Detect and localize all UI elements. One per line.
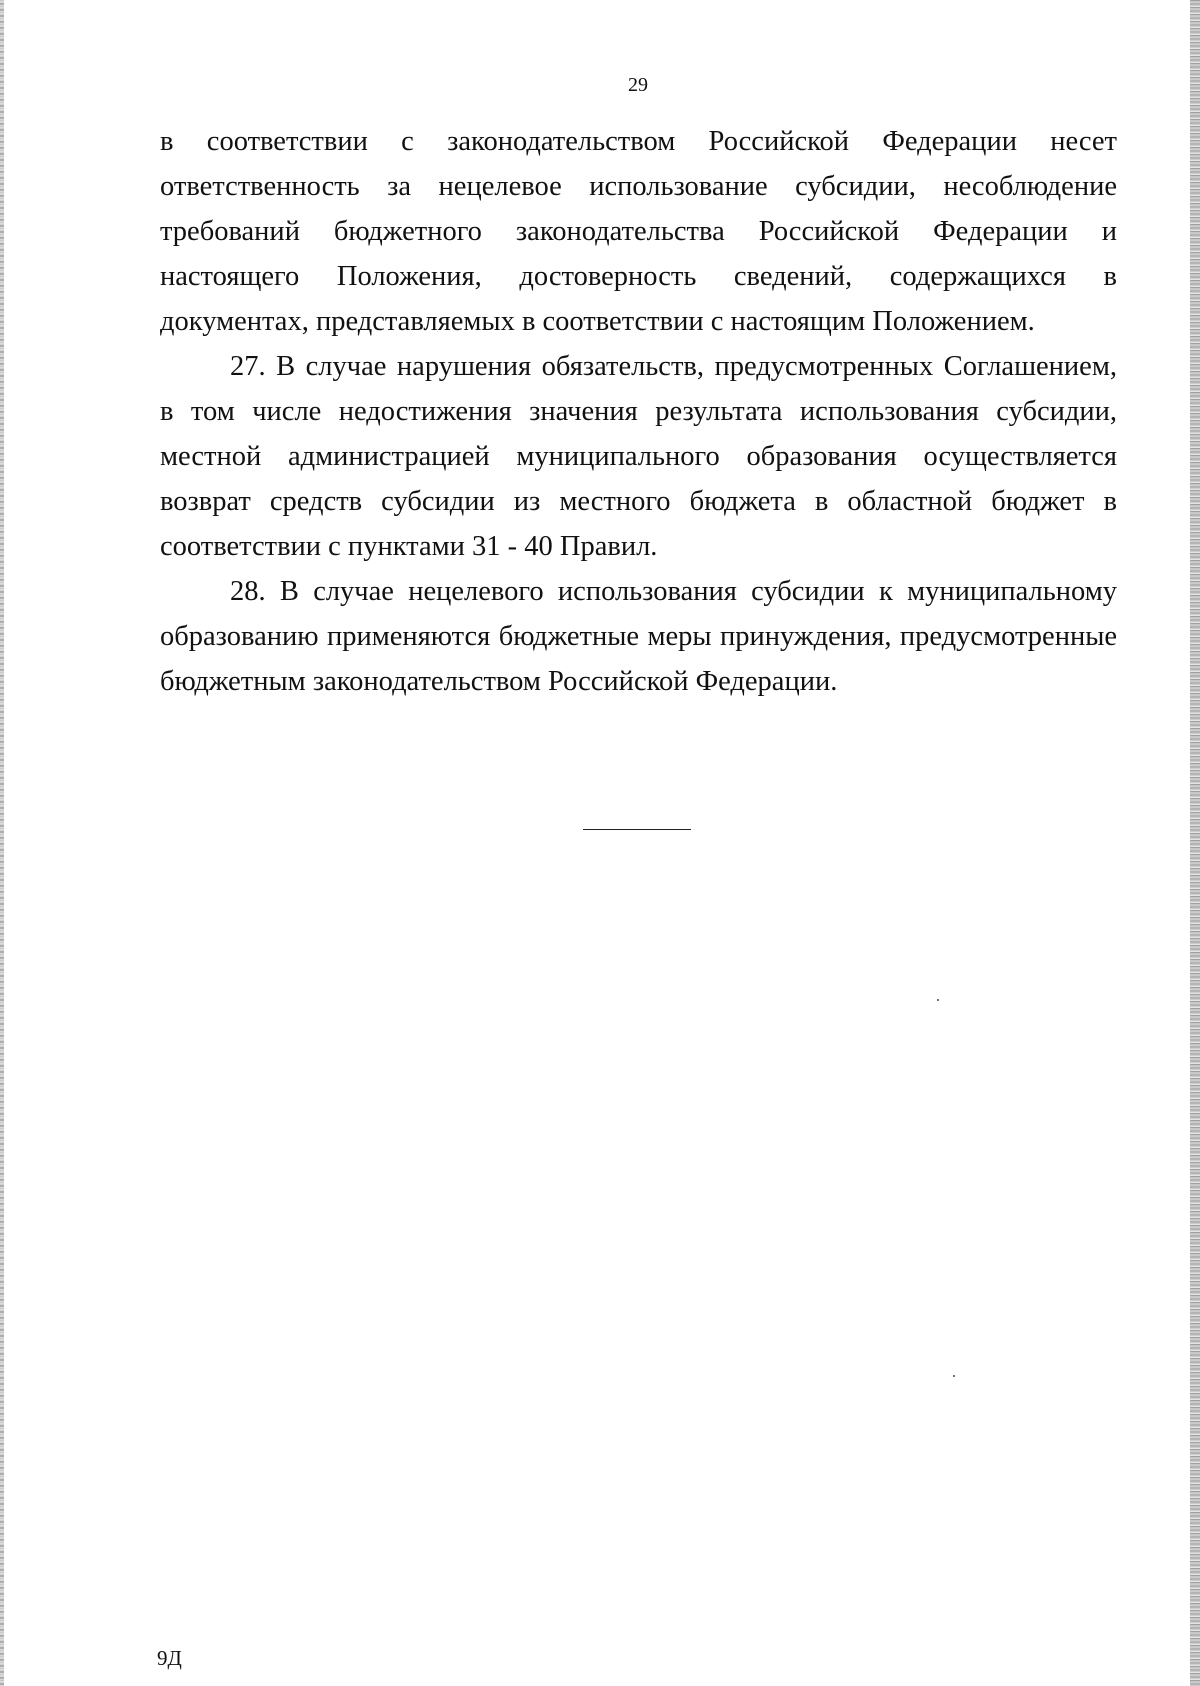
page-number: 29 bbox=[628, 74, 648, 96]
paragraph-continuation: в соответствии с законодательством Российской Федерации несет ответственность за нецелевое использование субсидии, несоблюдение требований бюджетного законодательства Российской Федерации и настоящего Положения, достоверность сведений, содержащихся в документах, представляемых в соответствии с настоящим Положением. bbox=[160, 126, 1117, 337]
scan-speck bbox=[937, 999, 939, 1001]
scan-edge-right bbox=[1190, 0, 1200, 1686]
end-of-text-rule bbox=[583, 829, 691, 830]
document-body bbox=[160, 119, 1117, 704]
footer-code: 9Д bbox=[157, 1646, 182, 1670]
scan-edge-left bbox=[0, 0, 4, 1686]
paragraph-clause-27: 27. В случае нарушения обязательств, предусмотренных Соглашением, в том числе недостижения значения результата использования субсидии, местной администрацией муниципального образования осуществляется возврат средств субсидии из местного бюджета в областной бюджет в соответствии с пунктами 31 - 40 Правил. bbox=[160, 351, 1117, 562]
paragraph-clause-28: 28. В случае нецелевого использования субсидии к муниципальному образованию применяются бюджетные меры принуждения, предусмотренные бюджетным законодательством Российской Федерации. bbox=[160, 576, 1117, 697]
scan-speck bbox=[953, 1375, 955, 1377]
